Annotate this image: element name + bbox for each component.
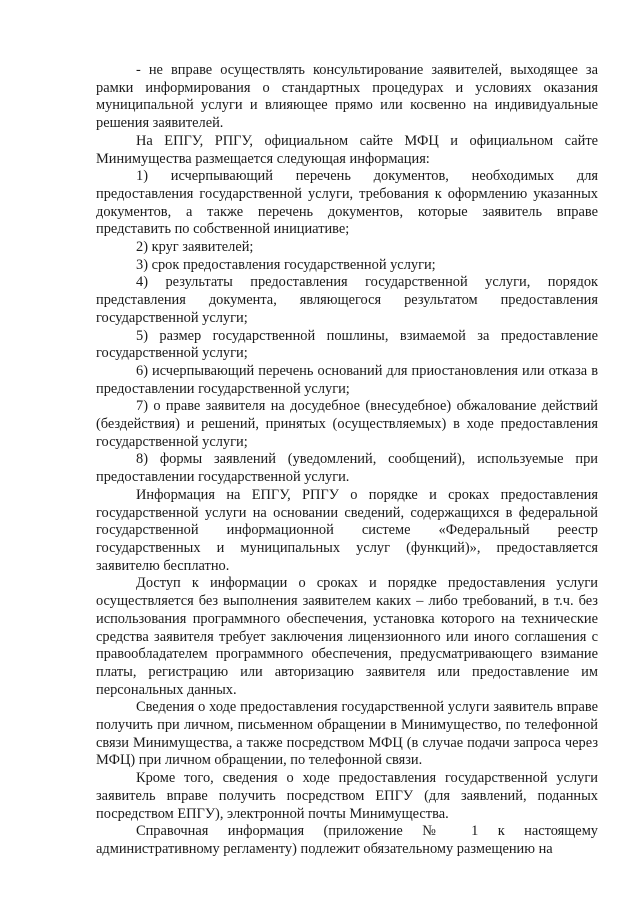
list-item-3: 3) срок предоставления государственной услуги; <box>136 256 436 273</box>
paragraph-progress-info: Сведения о ходе предоставления государственной услуги заявитель вправе получить при личном, письменном обращении в Минимущество, по телефонной связи Минимущества, а также посредством МФЦ (в случае подачи запроса через МФЦ) при личном обращении, по телефонной связи. <box>96 699 598 769</box>
paragraph-consulting-restriction: - не вправе осуществлять консультирование заявителей, выходящее за рамки информирования о стандартных процедурах и условиях оказания муниципальной услуги и влияющее прямо или косвенно на индивидуальные решения заявителей. <box>96 62 598 132</box>
list-item-1: 1) исчерпывающий перечень документов, необходимых для предоставления государственной услуги, требования к оформлению указанных документов, а также перечень документов, которые заявитель вправе представить по собственной инициативе; <box>96 168 598 238</box>
list-item-2: 2) круг заявителей; <box>136 239 254 256</box>
paragraph-free-information: Информация на ЕПГУ, РПГУ о порядке и сроках предоставления государственной услуги на основании сведений, содержащихся в федеральной государственной информационной системе «Федеральный реестр государственных и муниципальных услуг (функций)», предоставляется заявителю бесплатно. <box>96 486 598 574</box>
paragraph-access-conditions: Доступ к информации о сроках и порядке предоставления услуги осуществляется без выполнения заявителем каких – либо требований, в т.ч. без использования программного обеспечения, установка которого на технические средства заявителя требует заключения лицензионного или иного соглашения с правообладателем программного обеспечения, предусматривающего взимание платы, регистрацию или авторизацию заявителя или предоставление им персональных данных. <box>96 575 598 698</box>
list-item-8: 8) формы заявлений (уведомлений, сообщений), используемые при предоставлении государственной услуги. <box>96 451 598 486</box>
list-item-4: 4) результаты предоставления государственной услуги, порядок представления документа, являющегося результатом предоставления государственной услуги; <box>96 274 598 326</box>
paragraph-progress-info-online: Кроме того, сведения о ходе предоставления государственной услуги заявитель вправе получить посредством ЕПГУ (для заявлений, поданных посредством ЕПГУ), электронной почты Минимущества. <box>96 770 598 822</box>
list-item-5: 5) размер государственной пошлины, взимаемой за предоставление государственной услуги; <box>96 327 598 362</box>
paragraph-reference-info: Справочная информация (приложение № 1 к настоящему административному регламенту) подлежит обязательному размещению на <box>96 823 598 857</box>
paragraph-posted-info-intro: На ЕПГУ, РПГУ, официальном сайте МФЦ и официальном сайте Минимущества размещается следующая информация: <box>96 132 598 167</box>
document-page <box>96 62 598 859</box>
list-item-6: 6) исчерпывающий перечень оснований для приостановления или отказа в предоставлении государственной услуги; <box>96 362 598 397</box>
list-item-7: 7) о праве заявителя на досудебное (внесудебное) обжалование действий (бездействия) и решений, принятых (осуществляемых) в ходе предоставления государственной услуги; <box>96 398 598 450</box>
